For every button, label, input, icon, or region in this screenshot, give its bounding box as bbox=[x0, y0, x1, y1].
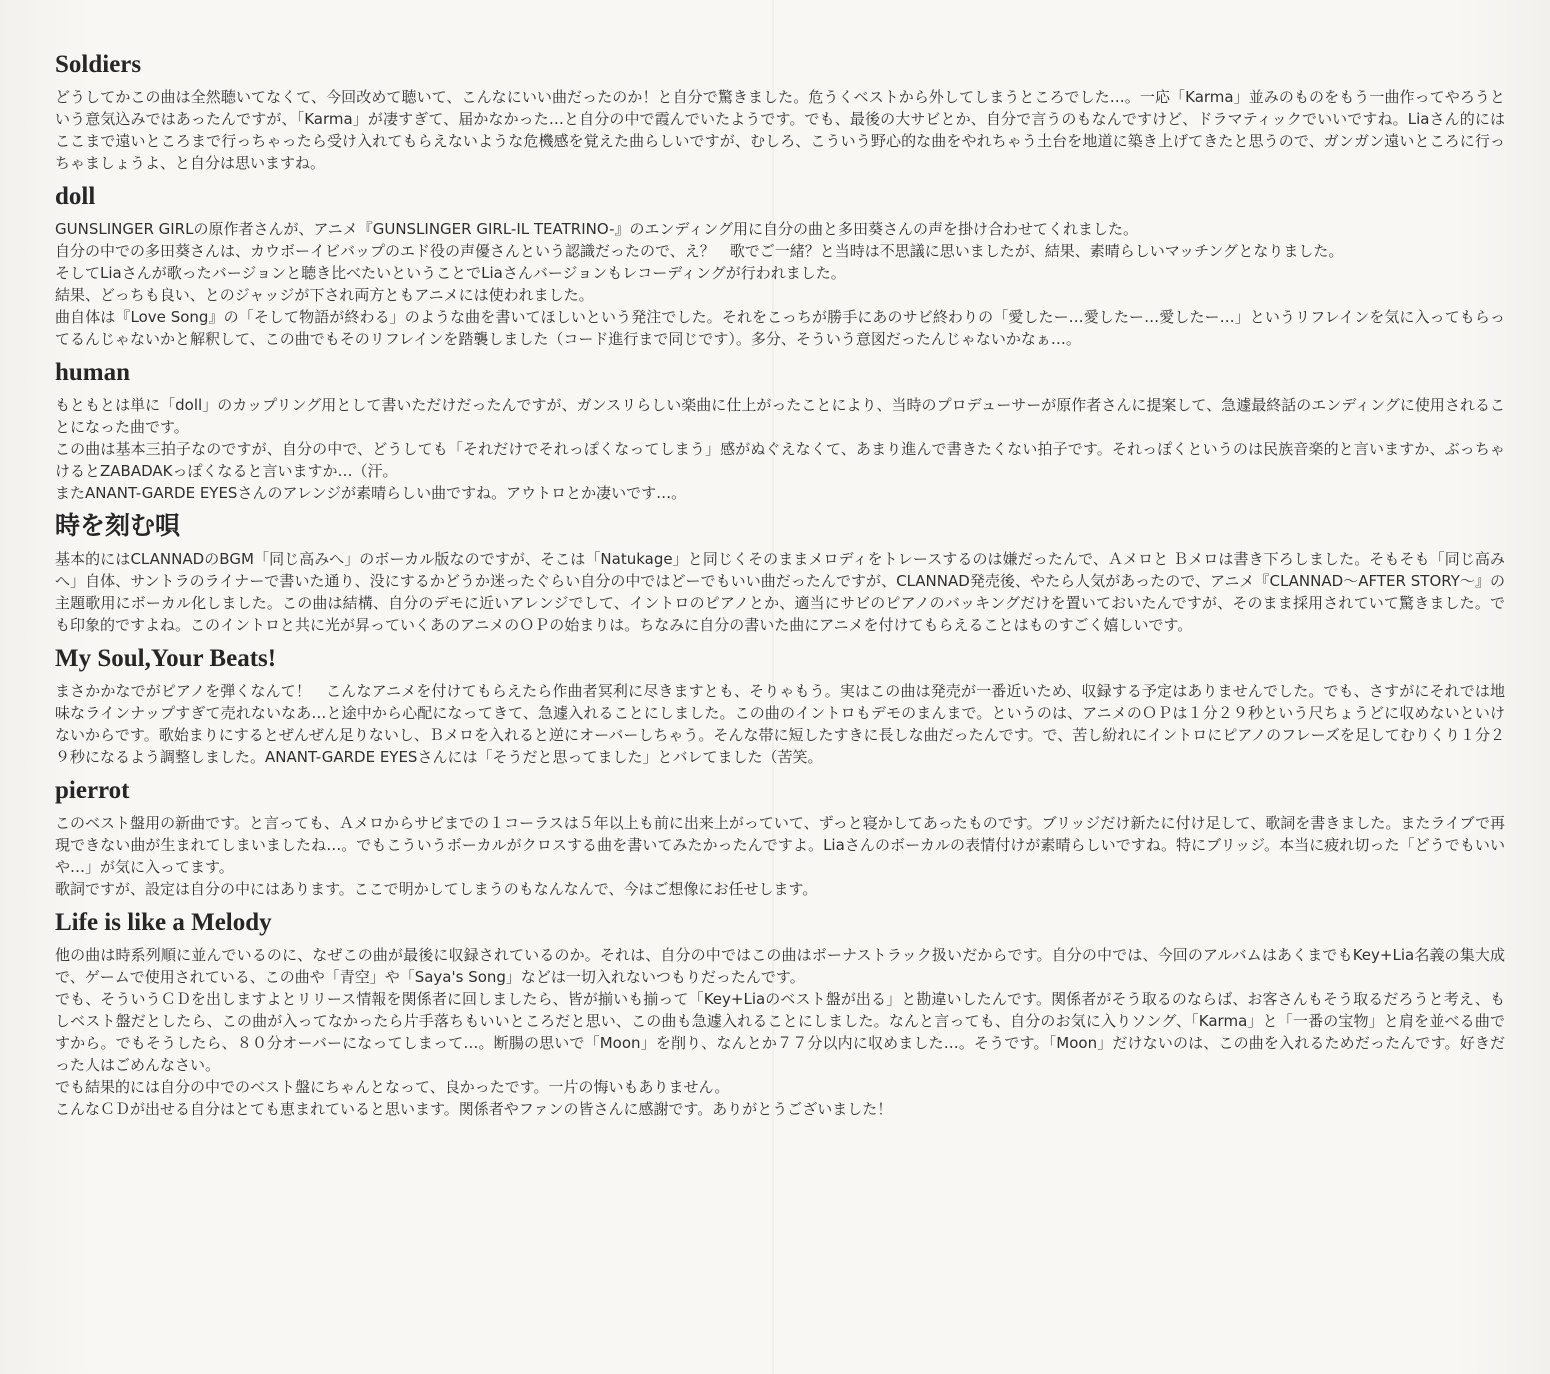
paragraph: でも結果的には自分の中でのベスト盤にちゃんとなって、良かったです。一片の悔いもありません。 bbox=[55, 1078, 730, 1096]
paragraph: 曲自体は『Love Song』の「そして物語が終わる」のような曲を書いてほしいという発注でした。それをこっちが勝手にあのサビ終わりの「愛したー…愛したー…愛したー…」というリフレインを気に入ってもらってるんじゃないかと解釈して、この曲でもそのリフレインを踏襲しました（コード進行まで同じです）。多分、そういう意図だったんじゃないかなぁ…。 bbox=[55, 308, 1505, 348]
section-life-is-like-a-melody bbox=[55, 908, 1505, 1120]
section-my-soul-your-beats bbox=[55, 644, 1505, 768]
paragraph: GUNSLINGER GIRLの原作者さんが、アニメ『GUNSLINGER GIRL-IL TEATRINO-』のエンディング用に自分の曲と多田葵さんの声を掛け合わせてくれました。 bbox=[55, 220, 1138, 238]
paragraph: 基本的にはCLANNADのBGM「同じ高みへ」のボーカル版なのですが、そこは「Natukage」と同じくそのままメロディをトレースするのは嫌だったんで、Ａメロと Ｂメロは書き下ろしました。そもそも「同じ高みへ」自体、サントラのライナーで書いた通り、没にするかどうか迷ったぐらい自分の中ではどーでもいい曲だったんですが、CLANNAD発売後、やたら人気があったので、アニメ『CLANNAD～AFTER STORY～』の主題歌用にボーカル化しました。この曲は結構、自分のデモに近いアレンジでして、イントロのピアノとか、適当にサビのピアノのバッキングだけを置いておいたんですが、そのまま採用されていて驚きました。でも印象的ですよね。このイントロと共に光が昇っていくあのアニメのＯＰの始まりは。ちなみに自分の書いた曲にアニメを付けてもらえることはものすごく嬉しいです。 bbox=[55, 550, 1505, 634]
section-title: 時を刻む唄 bbox=[55, 513, 181, 540]
section-soldiers bbox=[55, 50, 1505, 174]
section-human bbox=[55, 358, 1505, 504]
section-toki-wo-kizamu-uta bbox=[55, 512, 1505, 636]
paragraph: このベスト盤用の新曲です。と言っても、Ａメロからサビまでの１コーラスは５年以上も前に出来上がっていて、ずっと寝かしてあったものです。ブリッジだけ新たに付け足して、歌詞を書きました。またライブで再現できない曲が生まれてしまいましたね…。でもこういうボーカルがクロスする曲を書いてみたかったんですよ。Liaさんのボーカルの表情付けが素晴らしいですね。特にブリッジ。本当に疲れ切った「どうでもいいや…」が気に入ってます。 bbox=[55, 814, 1505, 876]
liner-notes bbox=[55, 50, 1505, 1120]
paragraph: でも、そういうＣＤを出しますよとリリース情報を関係者に回しましたら、皆が揃いも揃って「Key+Liaのベスト盤が出る」と勘違いしたんです。関係者がそう取るのならば、お客さんもそう取るだろうと考え、もしベスト盤だとしたら、この曲が入ってなかったら片手落ちもいいところだと思い、この曲も急遽入れることにしました。なんと言っても、自分のお気に入りソング、「Karma」と「一番の宝物」と肩を並べる曲ですから。でもそうしたら、８０分オーバーになってしまって…。断腸の思いで「Moon」を削り、なんとか７７分以内に収めました…。そうです。「Moon」だけないのは、この曲を入れるためだったんです。好きだった人はごめんなさい。 bbox=[55, 990, 1505, 1074]
paragraph: もともとは単に「doll」のカップリング用として書いただけだったんですが、ガンスリらしい楽曲に仕上がったことにより、当時のプロデューサーが原作者さんに提案して、急遽最終話のエンディングに使用されることになった曲です。 bbox=[55, 396, 1505, 436]
paragraph: こんなＣＤが出せる自分はとても恵まれていると思います。関係者やファンの皆さんに感謝です。ありがとうございました！ bbox=[55, 1100, 893, 1118]
section-title: pierrot bbox=[55, 777, 130, 804]
section-doll bbox=[55, 182, 1505, 350]
section-title: human bbox=[55, 359, 131, 386]
paragraph: 結果、どっちも良い、とのジャッジが下され両方ともアニメには使われました。 bbox=[55, 286, 594, 304]
paragraph: この曲は基本三拍子なのですが、自分の中で、どうしても「それだけでそれっぽくなってしまう」感がぬぐえなくて、あまり進んで書きたくない拍子です。それっぽくというのは民族音楽的と言いますか、ぶっちゃけるとZABADAKっぽくなると言いますか…（汗。 bbox=[55, 440, 1505, 480]
paragraph: そしてLiaさんが歌ったバージョンと聴き比べたいということでLiaさんバージョンもレコーディングが行われました。 bbox=[55, 264, 846, 282]
paragraph: 歌詞ですが、設定は自分の中にはあります。ここで明かしてしまうのもなんなんで、今はご想像にお任せします。 bbox=[55, 880, 818, 898]
section-title: Life is like a Melody bbox=[55, 909, 272, 936]
paragraph: 自分の中での多田葵さんは、カウボーイビバップのエド役の声優さんという認識だったので、え？ 歌でご一緒？と当時は不思議に思いましたが、結果、素晴らしいマッチングとなりました。 bbox=[55, 242, 1344, 260]
section-title: My Soul,Your Beats! bbox=[55, 645, 277, 672]
paragraph: 他の曲は時系列順に並んでいるのに、なぜこの曲が最後に収録されているのか。それは、自分の中ではこの曲はボーナストラック扱いだからです。自分の中では、今回のアルバムはあくまでもKey+Lia名義の集大成で、ゲームで使用されている、この曲や「青空」や「Saya's Song」などは一切入れないつもりだったんです。 bbox=[55, 946, 1505, 986]
paragraph: どうしてかこの曲は全然聴いてなくて、今回改めて聴いて、こんなにいい曲だったのか！と自分で驚きました。危うくベストから外してしまうところでした…。一応「Karma」並みのものをもう一曲作ってやろうという意気込みではあったんですが、「Karma」が凄すぎて、届かなかった…と自分の中で霞んでいたようです。でも、最後の大サビとか、自分で言うのもなんですけど、ドラマティックでいいですね。Liaさん的にはここまで遠いところまで行っちゃったら受け入れてもらえないような危機感を覚えた曲らしいですが、むしろ、こういう野心的な曲をやれちゃう土台を地道に築き上げてきたと思うので、ガンガン遠いところに行っちゃましょうよ、と自分は思いますね。 bbox=[55, 88, 1505, 172]
paragraph: またANANT-GARDE EYESさんのアレンジが素晴らしい曲ですね。アウトロとか凄いです…。 bbox=[55, 484, 687, 502]
section-pierrot bbox=[55, 776, 1505, 900]
section-title: doll bbox=[55, 183, 96, 210]
section-title: Soldiers bbox=[55, 51, 142, 78]
paragraph: まさかかなでがピアノを弾くなんて！ こんなアニメを付けてもらえたら作曲者冥利に尽きますとも、そりゃもう。実はこの曲は発売が一番近いため、収録する予定はありませんでした。でも、さすがにそれでは地味なラインナップすぎて売れないなあ…と途中から心配になってきて、急遽入れることにしました。この曲のイントロもデモのまんまで。というのは、アニメのＯＰは１分２９秒という尺ちょうどに収めないといけないからです。歌始まりにするとぜんぜん足りないし、Ｂメロを入れると逆にオーバーしちゃう。そんな帯に短したすきに長しな曲だったんです。で、苦し紛れにイントロにピアノのフレーズを足してむりくり１分２９秒になるよう調整しました。ANANT-GARDE EYESさんには「そうだと思ってました」とバレてました（苦笑。 bbox=[55, 682, 1505, 766]
